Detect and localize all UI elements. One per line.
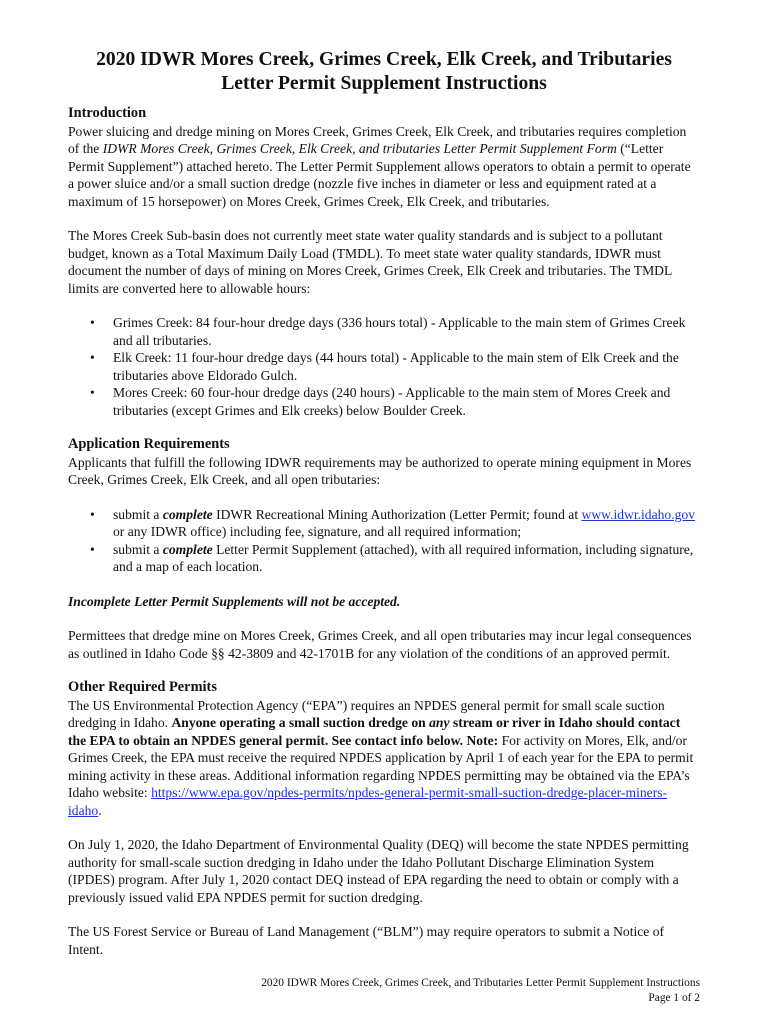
epa-bold-b: stream or river in Idaho should contact the EPA to obtain an NPDES general permit. See contact info below. Note: bbox=[68, 715, 681, 748]
epa-text-a: The US Environmental Protection Agency (“EPA”) requires an NPDES general permit for small scale suction dredging in Idaho. bbox=[68, 697, 665, 730]
list-item-elk-creek: • Elk Creek: 11 four-hour dredge days (44 hours total) - Applicable to the main stem of Elk Creek and the tributaries above Eldorado Gulch. bbox=[68, 349, 700, 384]
application-paragraph-1: Applicants that fulfill the following IDWR requirements may be authorized to operate mining equipment in Mores Creek, Grimes Creek, Elk Creek, and all open tributaries: bbox=[68, 454, 692, 487]
req1-text-a: submit a bbox=[113, 506, 163, 522]
page-footer bbox=[261, 976, 700, 1006]
idwr-website-link[interactable]: www.idwr.idaho.gov bbox=[581, 506, 696, 522]
list-item-letter-permit bbox=[68, 506, 700, 541]
footer-title: 2020 IDWR Mores Creek, Grimes Creek, and Tributaries Letter Permit Supplement Instructions bbox=[261, 977, 700, 989]
req2-emphasis: complete bbox=[162, 541, 213, 557]
req1-text-b: IDWR Recreational Mining Authorization (Letter Permit; found at bbox=[212, 506, 582, 522]
tmdl-limits-list bbox=[68, 314, 700, 419]
title-line-1: 2020 IDWR Mores Creek, Grimes Creek, Elk Creek, and Tributaries bbox=[96, 49, 672, 70]
application-requirements-heading: Application Requirements bbox=[68, 436, 230, 452]
epa-text-b: For activity on Mores, Elk, and/or Grimes Creek, the EPA must receive the required NPDES application by April 1 of each year for the EPA to permit mining activity in these areas. Additional information regarding NPDES permitting may be obtained via the EPA’s Idaho website: bbox=[68, 732, 694, 800]
title-line-2: Letter Permit Supplement Instructions bbox=[221, 73, 547, 94]
application-paragraph-2: Permittees that dredge mine on Mores Creek, Grimes Creek, and all open tributaries may incur legal consequences as outlined in Idaho Code §§ 42-3809 and 42-1701B for any violation of the conditions of an approved permit. bbox=[68, 628, 692, 661]
introduction-section bbox=[68, 105, 700, 419]
introduction-paragraph-1 bbox=[68, 123, 700, 211]
other-permits-paragraph-1 bbox=[68, 697, 700, 820]
document-title bbox=[68, 48, 700, 96]
document-page bbox=[68, 48, 700, 958]
list-item-letter-permit-supplement bbox=[68, 541, 700, 576]
list-item-mores-creek: • Mores Creek: 60 four-hour dredge days (240 hours) - Applicable to the main stem of Mores Creek and tributaries (except Grimes and Elk creeks) below Boulder Creek. bbox=[68, 384, 700, 419]
page-number: Page 1 of 2 bbox=[648, 992, 700, 1004]
incomplete-warning: Incomplete Letter Permit Supplements will not be accepted. bbox=[68, 593, 401, 609]
req1-text-c: or any IDWR office) including fee, signature, and all required information; bbox=[113, 524, 522, 539]
req1-emphasis: complete bbox=[162, 506, 213, 522]
intro-p1-text-a: Power sluicing and dredge mining on Mores Creek, Grimes Creek, Elk Creek, and tributaries requires completion of the bbox=[68, 123, 687, 156]
other-permits-paragraph-2: On July 1, 2020, the Idaho Department of Environmental Quality (DEQ) will become the state NPDES permitting authority for small-scale suction dredging in Idaho under the Idaho Pollutant Discharge Elimination System (IPDES) program. After July 1, 2020 contact DEQ instead of EPA regarding the need to obtain or comply with a previously issued valid EPA NPDES permit for suction dredging. bbox=[68, 837, 689, 905]
epa-bold-a: Anyone operating a small suction dredge on bbox=[171, 715, 430, 730]
epa-website-link[interactable]: https://www.epa.gov/npdes-permits/npdes-general-permit-small-suction-dredge-placer-miners-idaho bbox=[68, 785, 668, 818]
other-permits-heading: Other Required Permits bbox=[68, 679, 217, 695]
other-permits-section bbox=[68, 679, 700, 958]
intro-p1-text-b: (“Letter Permit Supplement”) attached hereto. The Letter Permit Supplement allows operators to obtain a permit to operate a power sluice and/or a small suction dredge (nozzle five inches in diameter or less and equipment rated at a maximum of 15 horsepower) on Mores Creek, Grimes Creek, Elk Creek, and tributaries. bbox=[68, 141, 691, 209]
epa-text-c: . bbox=[98, 802, 102, 818]
form-title-italic: IDWR Mores Creek, Grimes Creek, Elk Creek, and tributaries Letter Permit Supplement Form bbox=[102, 141, 617, 156]
req2-text-b: Letter Permit Supplement (attached), with all required information, including signature, and a map of each location. bbox=[113, 541, 694, 574]
introduction-paragraph-2: The Mores Creek Sub-basin does not currently meet state water quality standards and is subject to a pollutant budget, known as a Total Maximum Daily Load (TMDL). To meet state water quality standards, IDWR must document the number of days of mining on Mores Creek, Grimes Creek, Elk Creek and tributaries. The TMDL limits are converted here to allowable hours: bbox=[68, 228, 672, 296]
list-item-grimes-creek: • Grimes Creek: 84 four-hour dredge days (336 hours total) - Applicable to the main stem of Grimes Creek and all tributaries. bbox=[68, 314, 700, 349]
epa-bold-italic: any bbox=[429, 715, 450, 730]
application-requirements-section bbox=[68, 436, 700, 662]
req2-text-a: submit a bbox=[113, 541, 163, 557]
other-permits-paragraph-3: The US Forest Service or Bureau of Land Management (“BLM”) may require operators to submit a Notice of Intent. bbox=[68, 924, 665, 957]
requirements-list bbox=[68, 506, 700, 576]
introduction-heading: Introduction bbox=[68, 105, 147, 121]
